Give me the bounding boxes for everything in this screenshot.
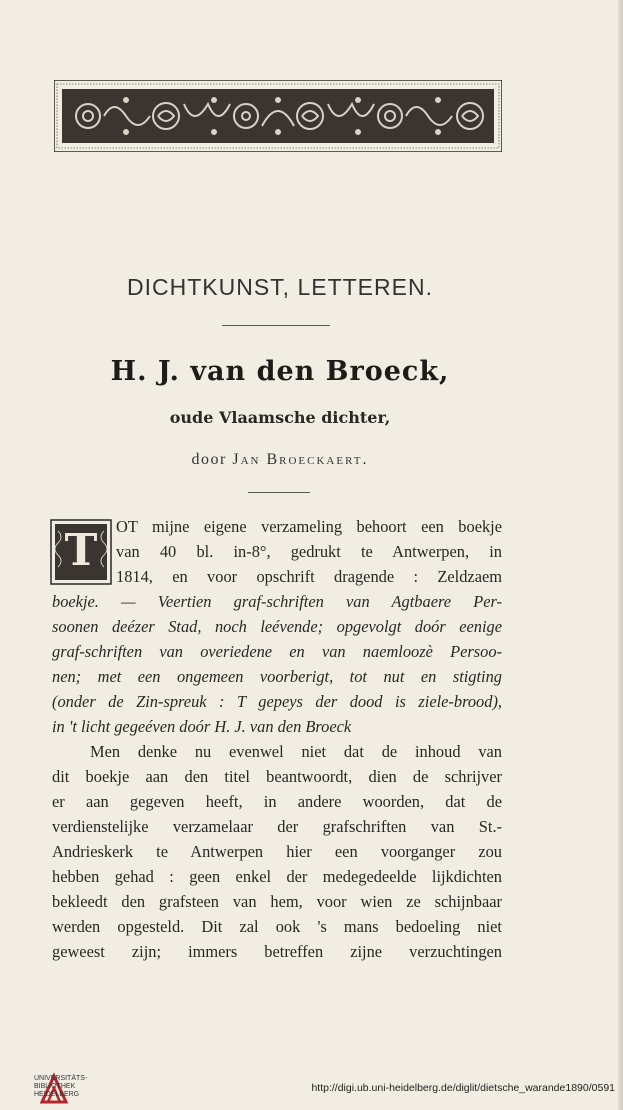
ornamental-header-band xyxy=(54,80,502,152)
body-line: hebben gehad : geen enkel der medegedeelde lijkdichten xyxy=(52,867,502,886)
logo-line: BIBLIOTHEK xyxy=(34,1083,76,1090)
byline-prefix: door xyxy=(191,451,227,468)
body-line: soonen deézer Stad, noch leévende; opgevolgt doór eenige xyxy=(52,617,502,636)
source-url[interactable]: http://digi.ub.uni-heidelberg.de/diglit/dietsche_warande1890/0591 xyxy=(311,1082,615,1094)
body-line: in 't licht gegeéven doór H. J. van den Broeck xyxy=(52,717,352,736)
article-subtitle: oude Vlaamsche dichter, xyxy=(169,408,391,427)
body-line: van 40 bl. in-8°, gedrukt te Antwerpen, in xyxy=(116,542,502,561)
logo-line: UNIVERSITÄTS- xyxy=(34,1075,88,1082)
divider-rule xyxy=(222,325,330,326)
byline-author: Jan Broeckaert. xyxy=(232,451,369,468)
article-title: H. J. van den Broeck, xyxy=(110,356,450,387)
body-line: Men denke nu evenwel niet dat de inhoud van xyxy=(90,742,502,761)
section-title: DICHTKUNST, LETTEREN. xyxy=(127,274,433,300)
body-line: (onder de Zin-spreuk : T gepeys der dood is ziele-brood), xyxy=(52,692,502,711)
body-line: bekleedt den grafsteen van hem, voor wien ze schijnbaar xyxy=(52,892,502,911)
logo-line: HEIDELBERG xyxy=(34,1091,80,1098)
library-logo-text xyxy=(34,1075,87,1099)
body-line: Andrieskerk te Antwerpen hier een voorganger zou xyxy=(52,842,502,861)
body-line: verdienstelijke verzamelaar der grafschriften van St.- xyxy=(52,817,502,836)
body-line: nen; met een ongemeen voorberigt, tot nut en stigting xyxy=(52,667,502,686)
body-line: werden opgesteld. Dit zal ook 's mans bedoeling niet xyxy=(52,917,502,936)
body-line: OT mijne eigene verzameling behoort een boekje xyxy=(116,517,502,536)
drop-cap-letter: T xyxy=(64,525,98,576)
body-line: 1814, en voor opschrift dragende : Zeldzaem xyxy=(116,567,502,586)
divider-rule-short xyxy=(248,492,310,493)
page-edge xyxy=(618,0,623,1110)
body-line: geweest zijn; immers betreffen zijne verzuchtingen xyxy=(52,942,502,961)
body-line: graf-schriften van overiedene en van naemloozè Persoo- xyxy=(52,642,502,661)
byline xyxy=(0,451,560,469)
body-line: boekje. — Veertien graf-schriften van Agtbaere Per- xyxy=(52,592,502,611)
drop-cap xyxy=(50,519,112,585)
body-line: er aan gegeven heeft, in andere woorden, dat de xyxy=(52,792,502,811)
body-line: dit boekje aan den titel beantwoordt, dien de schrijver xyxy=(52,767,502,786)
